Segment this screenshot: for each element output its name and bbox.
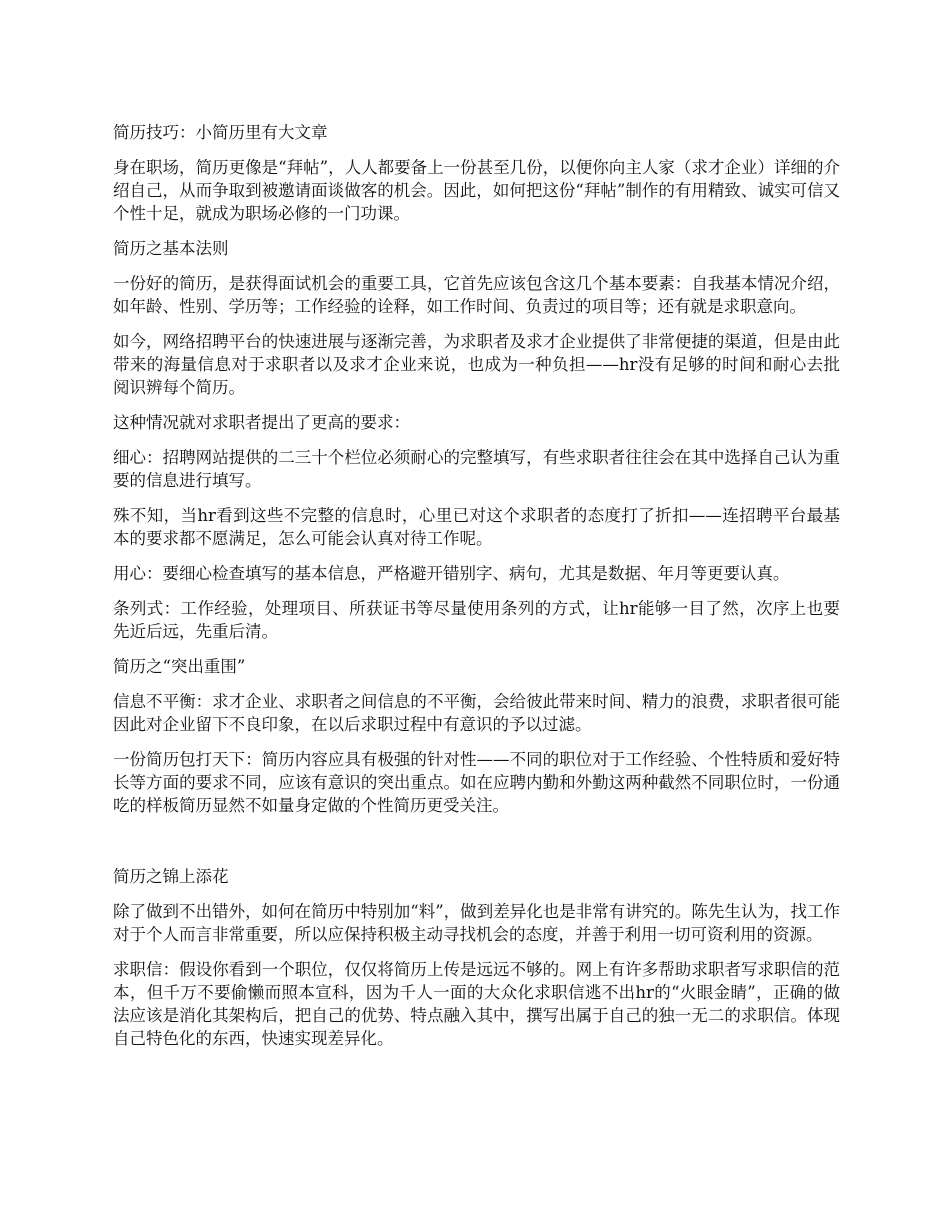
paragraph-differentiation: 除了做到不出错外，如何在简历中特别加“料”，做到差异化也是非常有讲究的。陈先生认为，找工作对于个人而言非常重要，所以应保持积极主动寻找机会的态度，并善于利用一切可资利用的资源。 <box>113 902 840 944</box>
paragraph-cover-letter: 求职信：假设你看到一个职位，仅仅将简历上传是远远不够的。网上有许多帮助求职者写求职信的范本，但千万不要偷懒而照本宣科，因为千人一面的大众化求职信逃不出hr的“火眼金睛”，正确的做法应该是消化其架构后，把自己的优势、特点融入其中，撰写出属于自己的独一无二的求职信。体现自己特色化的东西，快速实现差异化。 <box>113 960 840 1048</box>
intro-paragraph: 身在职场，简历更像是“拜帖”，人人都要备上一份甚至几份，以便你向主人家（求才企业）详细的介绍自己，从而争取到被邀请面谈做客的机会。因此，如何把这份“拜帖”制作的有用精致、诚实可信又个性十足，就成为职场必修的一门功课。 <box>113 158 840 223</box>
paragraph-hr-impression: 殊不知，当hr看到这些不完整的信息时，心里已对这个求职者的态度打了折扣——连招聘平台最基本的要求都不愿满足，怎么可能会认真对待工作呢。 <box>113 506 840 548</box>
paragraph-carefulness: 细心：招聘网站提供的二三十个栏位必须耐心的完整填写，有些求职者往往会在其中选择自己认为重要的信息进行填写。 <box>113 448 840 490</box>
paragraph-attentiveness: 用心：要细心检查填写的基本信息，严格避开错别字、病句，尤其是数据、年月等更要认真。 <box>113 564 790 583</box>
document-page <box>113 121 840 1062</box>
section-heading-finishing-touch: 简历之锦上添花 <box>113 867 229 886</box>
section-spacer <box>113 829 840 865</box>
section-heading-basic-rules: 简历之基本法则 <box>113 239 229 258</box>
paragraph-targeted-resume: 一份简历包打天下：简历内容应具有极强的针对性——不同的职位对于工作经验、个性特质和爱好特长等方面的要求不同，应该有意识的突出重点。如在应聘内勤和外勤这两种截然不同职位时，一份通吃的样板简历显然不如量身定做的个性简历更受关注。 <box>113 750 840 815</box>
document-title: 简历技巧：小简历里有大文章 <box>113 123 328 142</box>
paragraph-information-imbalance: 信息不平衡：求才企业、求职者之间信息的不平衡，会给彼此带来时间、精力的浪费，求职者很可能因此对企业留下不良印象，在以后求职过程中有意识的予以过滤。 <box>113 692 840 734</box>
paragraph-list-format: 条列式：工作经验，处理项目、所获证书等尽量使用条列的方式，让hr能够一目了然，次序上也要先近后远，先重后清。 <box>113 599 840 641</box>
section-heading-stand-out: 简历之“突出重围” <box>113 657 246 676</box>
paragraph-higher-requirements: 这种情况就对求职者提出了更高的要求： <box>113 413 410 432</box>
paragraph-basic-elements: 一份好的简历，是获得面试机会的重要工具，它首先应该包含这几个基本要素：自我基本情况介绍，如年龄、性别、学历等；工作经验的诠释，如工作时间、负责过的项目等；还有就是求职意向。 <box>113 274 840 316</box>
paragraph-online-recruiting: 如今，网络招聘平台的快速进展与逐渐完善，为求职者及求才企业提供了非常便捷的渠道，但是由此带来的海量信息对于求职者以及求才企业来说，也成为一种负担——hr没有足够的时间和耐心去批阅识辨每个简历。 <box>113 332 840 397</box>
